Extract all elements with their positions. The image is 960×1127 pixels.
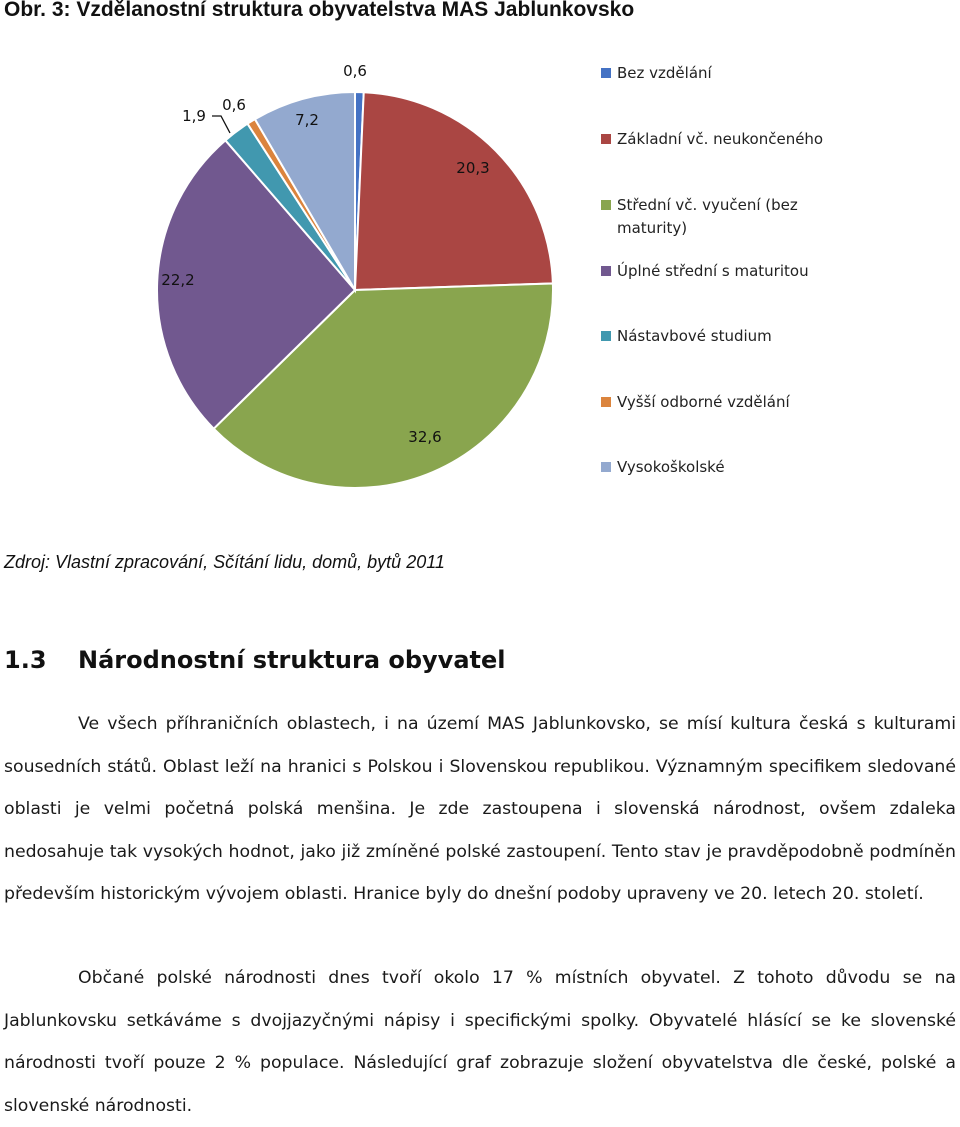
leader-line [212,116,230,133]
pie-slice [355,92,553,290]
pie-value-label: 0,6 [343,62,367,80]
legend-swatch [601,266,611,276]
legend-swatch [601,397,611,407]
legend-label: Střední vč. vyučení (bez maturity) [617,196,798,237]
legend-label: Vyšší odborné vzdělání [617,393,790,411]
legend-label: Úplné střední s maturitou [617,262,809,280]
section-title: Národnostní struktura obyvatel [78,646,506,674]
pie-value-label: 22,2 [161,271,195,289]
pie-chart [0,40,960,510]
legend-swatch [601,331,611,341]
legend-label: Základní vč. neukončeného [617,130,824,148]
source-note: Zdroj: Vlastní zpracování, Sčítání lidu, domů, bytů 2011 [4,552,445,572]
section-number: 1.3 [4,646,47,674]
pie-value-label: 0,6 [222,96,246,114]
pie-value-label: 20,3 [456,159,490,177]
legend-label: Bez vzdělání [617,64,712,82]
pie-value-label: 1,9 [182,107,206,125]
figure-caption: Obr. 3: Vzdělanostní struktura obyvatelstva MAS Jablunkovsko [4,0,635,21]
pie-slices [157,92,553,488]
legend-swatch [601,462,611,472]
pie-value-label: 7,2 [295,111,319,129]
legend-swatch [601,200,611,210]
legend-label: Vysokoškolské [617,458,725,476]
legend-label: Nástavbové studium [617,327,772,345]
chart-legend [601,64,823,476]
section-heading [4,646,506,674]
paragraph-1: Ve všech příhraničních oblastech, i na území MAS Jablunkovsko, se mísí kultura česká s kulturami sousedních států. Oblast leží na hranici s Polskou i Slovenskou republikou. Významným specifikem sledované oblasti je velmi početná polská menšina. Je zde zastoupena i slovenská národnost, ovšem zdaleka nedosahuje tak vysokých hodnot, jako již zmíněné polské zastoupení. Tento stav je pravděpodobně podmíněn především historickým vývojem oblasti. Hranice byly do dnešní podoby upraveny ve 20. letech 20. století. [4,714,956,905]
legend-swatch [601,68,611,78]
pie-value-label: 32,6 [408,428,442,446]
paragraph-2: Občané polské národnosti dnes tvoří okolo 17 % místních obyvatel. Z tohoto důvodu se na Jablunkovsku setkáváme s dvojjazyčnými nápisy i specifickými spolky. Obyvatelé hlásící se ke slovenské národnosti tvoří pouze 2 % populace. Následující graf zobrazuje složení obyvatelstva dle české, polské a slovenské národnosti. [4,968,956,1116]
legend-swatch [601,134,611,144]
